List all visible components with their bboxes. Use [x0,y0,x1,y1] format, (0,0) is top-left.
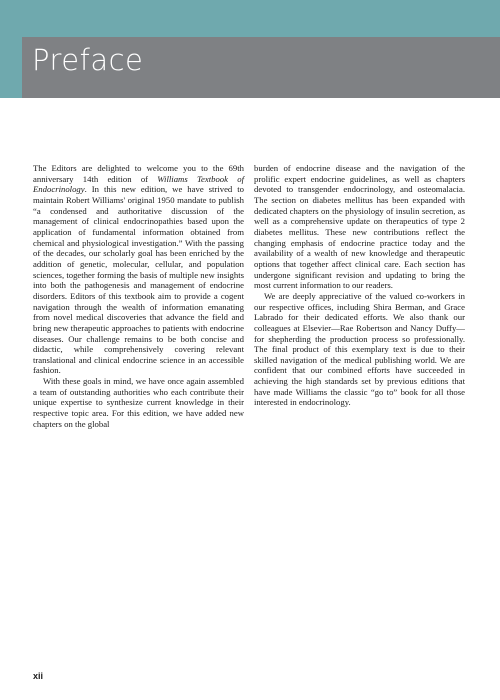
left-paragraph-1-start: The Editors are delighted to welcome you to the 69th anniversary 14th edition of [33,163,244,184]
left-paragraph-1 [33,163,244,376]
right-column [254,163,465,408]
page-number: xii [33,671,44,681]
left-paragraph-2: With these goals in mind, we have once again assembled a team of outstanding authorities who each contribute their unique expertise to synthesize current knowledge in their respective topic area. For this edition, we have added new chapters on the global [33,376,244,429]
page-title: Preface [32,43,144,77]
left-paragraph-1-end: . In this new edition, we have strived to maintain Robert Williams' original 1950 mandate to publish “a condensed and authoritative discussion of the management of clinical endocrinopathies based upon the application of fundamental information obtained from chemical and physiological investigation.” With the passing of the decades, our scholarly goal has been enriched by the addition of genetic, molecular, cellular, and population sciences, together forming the basis of multiple new insights into both the pathogenesis and management of endocrine disorders. Editors of this textbook aim to provide a cogent navigation through the wealth of information emanating from novel medical discoveries that advance the field and bring new therapeutic approaches to patients with endocrine diseases. Our challenge remains to be both concise and didactic, while comprehensively covering relevant translational and clinical endocrine science in an accessible fashion. [33,184,244,376]
book-title: Williams Textbook of Endocrinology [33,173,244,195]
right-paragraph-1: burden of endocrine disease and the navigation of the prolific expert endocrine guidelines, as well as chapters devoted to transgender endocrinology, and osteomalacia. The section on diabetes mellitus has been expanded with dedicated chapters on the physiology of insulin secretion, as well as a comprehensive update on therapeutics of type 2 diabetes mellitus. These new contributions reflect the changing emphasis of endocrine practice today and the availability of a wealth of new knowledge and therapeutic options that together affect clinical care. Each section has undergone significant revision and updating to bring the most current information to our readers. [254,163,465,291]
body-text [33,163,465,429]
left-column [33,163,244,429]
header-accent-side [0,0,22,98]
right-paragraph-2: We are deeply appreciative of the valued co-workers in our respective offices, including Shira Berman, and Grace Labrado for their dedicated efforts. We also thank our colleagues at Elsevier—Rae Robertson and Nancy Duffy—for shepherding the production process so professionally. The final product of this exemplary text is due to their skilled navigation of the medical publishing world. We are confident that our combined efforts have succeeded in achieving the high standards set by previous editions that have made Williams the classic “go to” book for all those interested in endocrinology. [254,290,465,408]
header-accent-strip [0,0,500,37]
